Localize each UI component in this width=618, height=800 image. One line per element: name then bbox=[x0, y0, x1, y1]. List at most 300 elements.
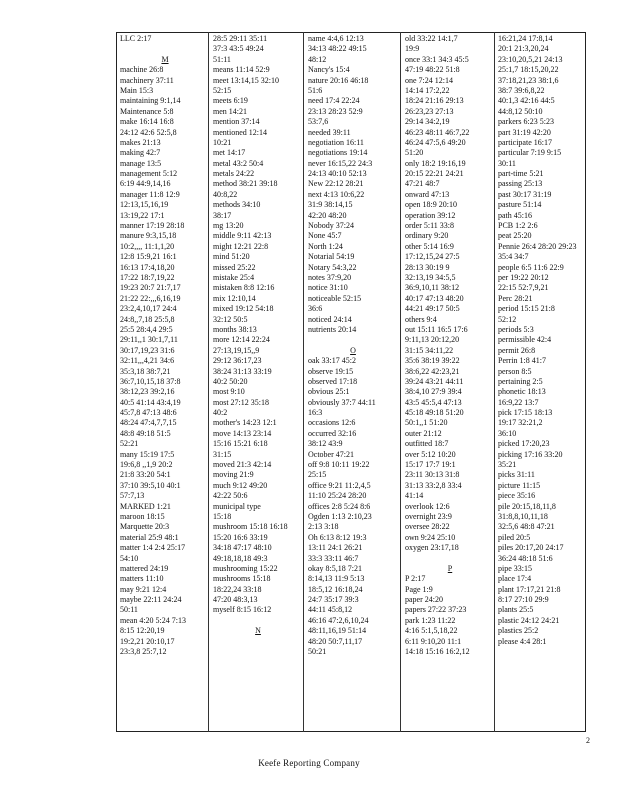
index-entry: oversee 28:22 bbox=[405, 522, 450, 532]
index-entry: need 17:4 22:24 bbox=[308, 96, 360, 106]
index-entry: next 4:13 10:6,22 bbox=[308, 189, 365, 199]
index-entry: observed 17:18 bbox=[308, 376, 358, 386]
index-entry: offices 2:8 5:24 8:6 bbox=[308, 501, 371, 511]
index-entry: noticed 24:14 bbox=[308, 314, 352, 324]
index-entry: 9:11,13 20:12,20 bbox=[405, 335, 460, 345]
index-entry: 35:21 bbox=[498, 460, 517, 470]
index-entry: piles 20:17,20 24:17 bbox=[498, 543, 564, 553]
index-entry: off 9:8 10:11 19:22 bbox=[308, 460, 370, 470]
index-entry: material 25:9 48:1 bbox=[120, 532, 179, 542]
index-entry: paper 24:20 bbox=[405, 595, 443, 605]
index-entry: LLC 2:17 bbox=[120, 34, 152, 43]
index-entry: obvious 25:1 bbox=[308, 387, 350, 397]
index-entry: 48:24 47:4,7,7,15 bbox=[120, 418, 177, 428]
index-entry: mix 12:10,14 bbox=[213, 293, 256, 303]
index-entry: 36:24 48:18 51:6 bbox=[498, 553, 553, 563]
index-entry: 36:7,10,15,18 37:8 bbox=[120, 376, 181, 386]
index-entry: 25:1,7 18:15,20,22 bbox=[498, 65, 559, 75]
column-divider bbox=[303, 32, 304, 732]
index-entry: mentioned 12:14 bbox=[213, 127, 267, 137]
index-entry: 45:18 49:18 51:20 bbox=[405, 408, 464, 418]
index-entry: 37:10 39:5,10 40:1 bbox=[120, 480, 181, 490]
index-entry: pipe 33:15 bbox=[498, 563, 532, 573]
index-entry: Pennie 26:4 28:20 29:23 bbox=[498, 241, 577, 251]
index-entry: office 9:21 11:2,4,5 bbox=[308, 480, 371, 490]
index-entry: oak 33:17 45:2 bbox=[308, 356, 356, 366]
index-entry: met 14:17 bbox=[213, 148, 246, 158]
index-entry: 51:6 bbox=[308, 85, 323, 95]
index-entry: picks 31:11 bbox=[498, 470, 535, 480]
index-entry: make 16:14 16:8 bbox=[120, 117, 174, 127]
index-entry: move 14:13 23:14 bbox=[213, 428, 272, 438]
index-entry: park 1:23 11:22 bbox=[405, 615, 456, 625]
index-entry: 31:15 34:11,22 bbox=[405, 345, 454, 355]
index-entry: 19:23 20:7 21:7,17 bbox=[120, 283, 181, 293]
index-entry: 38:12,23 39:2,16 bbox=[120, 387, 175, 397]
index-entry: 31:13 33:2,8 33:4 bbox=[405, 480, 462, 490]
index-entry: 18:5,12 16:18,24 bbox=[308, 584, 363, 594]
index-entry: oxygen 23:17,18 bbox=[405, 543, 459, 553]
index-entry: mistake 25:4 bbox=[213, 272, 255, 282]
column-divider bbox=[400, 32, 401, 732]
index-entry: 47:21 48:7 bbox=[405, 179, 440, 189]
index-entry: 8:14,13 11:9 5:13 bbox=[308, 574, 365, 584]
index-entry: mention 37:14 bbox=[213, 117, 260, 127]
index-entry: 16:9,22 13:7 bbox=[498, 397, 539, 407]
index-entry: people 6:5 11:6 22:9 bbox=[498, 262, 564, 272]
index-entry: parkers 6:23 5:23 bbox=[498, 117, 554, 127]
index-entry: municipal type bbox=[213, 501, 261, 511]
index-entry: 19:17 32:21,2 bbox=[498, 418, 543, 428]
index-entry: 37:3 43:5 49:24 bbox=[213, 44, 264, 54]
index-entry: 38:24 31:13 33:19 bbox=[213, 366, 272, 376]
index-entry: operation 39:12 bbox=[405, 210, 456, 220]
index-entry: PCB 1:2 2:6 bbox=[498, 221, 538, 231]
index-entry: occasions 12:6 bbox=[308, 418, 356, 428]
index-entry: other 5:14 16:9 bbox=[405, 241, 454, 251]
index-entry: 40:8,22 bbox=[213, 189, 238, 199]
index-entry: observe 19:15 bbox=[308, 366, 354, 376]
index-entry: 38:7 39:6,8,22 bbox=[498, 85, 545, 95]
index-entry: 35:6 38:19 39:22 bbox=[405, 356, 460, 366]
index-entry: months 38:13 bbox=[213, 324, 257, 334]
index-entry: 13:19,22 17:1 bbox=[120, 210, 165, 220]
index-entry: 41:14 bbox=[405, 491, 424, 501]
index-entry: 35:4 34:7 bbox=[498, 252, 529, 262]
index-entry: nature 20:16 46:18 bbox=[308, 75, 369, 85]
index-entry: one 7:24 12:14 bbox=[405, 75, 453, 85]
index-entry: 29:11,,1 30:1,7,11 bbox=[120, 335, 178, 345]
index-entry: part 31:19 42:20 bbox=[498, 127, 551, 137]
index-entry: pertaining 2:5 bbox=[498, 376, 543, 386]
index-entry: 40:17 47:13 48:20 bbox=[405, 293, 464, 303]
index-entry: more 12:14 22:24 bbox=[213, 335, 270, 345]
index-entry: makes 21:13 bbox=[120, 137, 161, 147]
index-entry: 43:5 45:5,4 47:13 bbox=[405, 397, 462, 407]
index-entry: 10:21 bbox=[213, 137, 232, 147]
index-entry: path 45:16 bbox=[498, 210, 532, 220]
index-entry: phonetic 18:13 bbox=[498, 387, 546, 397]
index-entry: mother's 14:23 12:1 bbox=[213, 418, 277, 428]
index-entry: 19:2,21 20:10,17 bbox=[120, 636, 175, 646]
index-entry: 23:2,4,10,17 24:4 bbox=[120, 304, 177, 314]
index-entry: picked 17:20,23 bbox=[498, 439, 550, 449]
index-entry: negotiation 16:11 bbox=[308, 137, 364, 147]
index-column-1 bbox=[120, 34, 210, 726]
index-entry: 8:17 27:10 29:9 bbox=[498, 595, 549, 605]
index-entry: 25:15 bbox=[308, 470, 327, 480]
index-entry: MARKED 1:21 bbox=[120, 501, 171, 511]
index-entry: 31:9 38:14,15 bbox=[308, 200, 353, 210]
index-entry: matters 11:10 bbox=[120, 574, 164, 584]
index-entry: much 9:12 49:20 bbox=[213, 480, 268, 490]
index-entry: old 33:22 14:1,7 bbox=[405, 34, 458, 43]
page-number: 2 bbox=[586, 736, 590, 745]
index-entry: 35:3,18 38:7,21 bbox=[120, 366, 171, 376]
index-entry: October 47:21 bbox=[308, 449, 354, 459]
index-entry: overlook 12:6 bbox=[405, 501, 450, 511]
index-entry: 46:16 47:2,6,10,24 bbox=[308, 615, 369, 625]
index-entry: plant 17:17,21 21:8 bbox=[498, 584, 561, 594]
index-entry: 32:11,,,4,21 34:6 bbox=[120, 356, 175, 366]
index-entry: 15:20 16:6 33:19 bbox=[213, 532, 268, 542]
index-entry: 4:16 5:1,5,18,22 bbox=[405, 626, 458, 636]
column-divider bbox=[494, 32, 495, 732]
section-letter: P bbox=[447, 563, 453, 573]
index-column-2 bbox=[213, 34, 303, 726]
index-entry: most 9:10 bbox=[213, 387, 245, 397]
index-entry: mind 51:20 bbox=[213, 252, 250, 262]
index-entry: maintaining 9:1,14 bbox=[120, 96, 181, 106]
index-entry: pile 20:15,18,11,8 bbox=[498, 501, 556, 511]
index-entry: 44:11 45:8,12 bbox=[308, 605, 353, 615]
index-entry: Maintenance 5:8 bbox=[120, 106, 174, 116]
index-entry: 46:24 47:5,6 49:20 bbox=[405, 137, 466, 147]
index-entry: 45:7,8 47:13 48:6 bbox=[120, 408, 177, 418]
index-entry: 24:12 42:6 52:5,8 bbox=[120, 127, 177, 137]
index-entry: pasture 51:14 bbox=[498, 200, 542, 210]
index-entry: 51:11 bbox=[213, 54, 231, 64]
index-entry: 11:10 25:24 28:20 bbox=[308, 491, 367, 501]
index-entry: 47:20 48:3,13 bbox=[213, 595, 258, 605]
index-entry: Page 1:9 bbox=[405, 584, 433, 594]
index-entry: 8:15 12:20,19 bbox=[120, 626, 165, 636]
index-entry: 57:7,13 bbox=[120, 491, 145, 501]
index-entry: 14:18 15:16 16:2,12 bbox=[405, 647, 470, 657]
index-entry: 27:13,19,15,,9 bbox=[213, 345, 260, 355]
index-entry: 50:1,,1 51:20 bbox=[405, 418, 448, 428]
section-letter: M bbox=[161, 54, 169, 64]
index-entry: mixed 19:12 54:18 bbox=[213, 304, 274, 314]
index-entry: 21:8 33:20 54:1 bbox=[120, 470, 171, 480]
index-entry: 15:16 15:21 6:18 bbox=[213, 439, 268, 449]
index-entry: 48:20 50:7,11,17 bbox=[308, 636, 363, 646]
index-entry: papers 27:22 37:23 bbox=[405, 605, 467, 615]
index-entry: method 38:21 39:18 bbox=[213, 179, 278, 189]
index-entry: 52:12 bbox=[498, 314, 517, 324]
index-entry: 53:7,6 bbox=[308, 117, 329, 127]
index-entry: 12:13,15,16,19 bbox=[120, 200, 169, 210]
index-entry: 12:8 15:9,21 16:1 bbox=[120, 252, 177, 262]
index-entry: 38:4,10 27:9 39:4 bbox=[405, 387, 462, 397]
index-entry: mushroom 15:18 16:18 bbox=[213, 522, 288, 532]
index-entry: Notarial 54:19 bbox=[308, 252, 355, 262]
index-entry: 34:13 48:22 49:15 bbox=[308, 44, 367, 54]
index-entry: mg 13:20 bbox=[213, 221, 244, 231]
index-entry: means 11:14 52:9 bbox=[213, 65, 270, 75]
index-entry: 16:13 17:4,18,20 bbox=[120, 262, 175, 272]
index-entry: 23:11 30:13 31:8 bbox=[405, 470, 460, 480]
index-entry: 13:11 24:1 26:21 bbox=[308, 543, 363, 553]
index-entry: 26:23,23 27:13 bbox=[405, 106, 454, 116]
index-entry: 48:8 49:18 51:5 bbox=[120, 428, 171, 438]
index-entry: plastics 25:2 bbox=[498, 626, 539, 636]
index-entry: pick 17:15 18:13 bbox=[498, 408, 553, 418]
index-entry: 28:5 29:11 35:11 bbox=[213, 34, 268, 43]
index-entry: 54:10 bbox=[120, 553, 139, 563]
index-entry: 33:3 33:11 46:7 bbox=[308, 553, 359, 563]
index-entry: 37:18,21,23 38:1,6 bbox=[498, 75, 559, 85]
index-entry: making 42:7 bbox=[120, 148, 161, 158]
index-entry: place 17:4 bbox=[498, 574, 532, 584]
index-column-5 bbox=[498, 34, 588, 726]
index-entry: 10:2,,,, 11:1,1,20 bbox=[120, 241, 175, 251]
index-column-4 bbox=[405, 34, 495, 726]
index-entry bbox=[405, 554, 495, 564]
index-entry: 42:20 48:20 bbox=[308, 210, 347, 220]
index-entry: might 12:21 22:8 bbox=[213, 241, 269, 251]
index-entry bbox=[213, 616, 303, 626]
index-entry: 32:12 50:5 bbox=[213, 314, 248, 324]
index-entry: 19:9 bbox=[405, 44, 420, 54]
index-entry: never 16:15,22 24:3 bbox=[308, 158, 373, 168]
index-entry: meet 13:14,15 32:10 bbox=[213, 75, 279, 85]
index-entry: 28:13 30:19 9 bbox=[405, 262, 450, 272]
index-entry: permit 26:8 bbox=[498, 345, 536, 355]
index-entry bbox=[308, 335, 398, 345]
index-entry: outfitted 18:7 bbox=[405, 439, 449, 449]
index-entry: mushrooms 15:18 bbox=[213, 574, 271, 584]
index-entry: open 18:9 20:10 bbox=[405, 200, 457, 210]
index-entry: Main 15:3 bbox=[120, 85, 154, 95]
index-entry: moved 21:3 42:14 bbox=[213, 460, 272, 470]
index-entry: 16:21,24 17:8,14 bbox=[498, 34, 553, 43]
index-entry: matter 1:4 2:4 25:17 bbox=[120, 543, 186, 553]
index-entry: management 5:12 bbox=[120, 169, 178, 179]
index-entry: period 15:15 21:8 bbox=[498, 304, 555, 314]
index-entry: 52:21 bbox=[120, 439, 139, 449]
index-entry: 44:8,12 50:10 bbox=[498, 106, 543, 116]
index-entry: maybe 22:11 24:24 bbox=[120, 595, 182, 605]
index-entry: 49:18,18,18 49:3 bbox=[213, 553, 268, 563]
index-entry: missed 25:22 bbox=[213, 262, 256, 272]
index-entry: Perrin 1:8 41:7 bbox=[498, 356, 546, 366]
index-entry: Perc 28:21 bbox=[498, 293, 533, 303]
index-entry: participate 16:17 bbox=[498, 137, 552, 147]
index-entry: order 5:11 33:8 bbox=[405, 221, 455, 231]
index-entry: 15:18 bbox=[213, 511, 232, 521]
footer-company: Keefe Reporting Company bbox=[258, 758, 360, 768]
index-entry: myself 8:15 16:12 bbox=[213, 605, 272, 615]
index-entry bbox=[120, 44, 210, 54]
index-entry: please 4:4 28:1 bbox=[498, 636, 547, 646]
index-entry: overnight 23:9 bbox=[405, 511, 452, 521]
index-entry: ordinary 9:20 bbox=[405, 231, 449, 241]
index-entry: Nobody 37:24 bbox=[308, 221, 354, 231]
index-entry: 32:13,19 34:5,5 bbox=[405, 272, 456, 282]
index-entry: 50:11 bbox=[120, 605, 138, 615]
index-entry: 30:11 bbox=[498, 158, 516, 168]
index-entry: 23:13 28:23 52:9 bbox=[308, 106, 363, 116]
index-entry: 50:21 bbox=[308, 647, 327, 657]
index-entry: 34:18 47:17 48:10 bbox=[213, 543, 272, 553]
index-entry: out 15:11 16:5 17:6 bbox=[405, 324, 468, 334]
index-entry: 23:10,20,5,21 24:13 bbox=[498, 54, 563, 64]
index-entry: manner 17:19 28:18 bbox=[120, 221, 185, 231]
index-entry: 40:5 41:14 43:4,19 bbox=[120, 397, 181, 407]
section-letter: N bbox=[255, 626, 261, 636]
index-entry: needed 39:11 bbox=[308, 127, 351, 137]
index-entry: over 5:12 10:20 bbox=[405, 449, 456, 459]
index-entry: New 22:12 28:21 bbox=[308, 179, 364, 189]
index-entry: 31:15 bbox=[213, 449, 232, 459]
index-entry: 44:21 49:17 50:5 bbox=[405, 304, 460, 314]
index-entry: onward 47:13 bbox=[405, 189, 450, 199]
index-entry: picture 11:15 bbox=[498, 480, 541, 490]
index-entry: particular 7:19 9:15 bbox=[498, 148, 562, 158]
index-entry: 40:2 50:20 bbox=[213, 376, 248, 386]
index-entry: 39:24 43:21 44:11 bbox=[405, 376, 464, 386]
index-entry: 22:15 52:7,9,21 bbox=[498, 283, 549, 293]
index-entry: past 30:17 31:19 bbox=[498, 189, 552, 199]
index-entry: 38:17 bbox=[213, 210, 232, 220]
index-entry: piled 20:5 bbox=[498, 532, 531, 542]
index-entry: machine 26:8 bbox=[120, 65, 164, 75]
index-entry: 38:12 43:9 bbox=[308, 439, 343, 449]
index-entry: 31:8,8,10,11,18 bbox=[498, 511, 548, 521]
index-entry: piece 35:16 bbox=[498, 491, 536, 501]
index-entry: 36:10 bbox=[498, 428, 517, 438]
index-entry: 17:12,15,24 27:5 bbox=[405, 252, 460, 262]
index-entry: passing 25:13 bbox=[498, 179, 543, 189]
index-entry: 30:17,19,23 31:6 bbox=[120, 345, 175, 355]
index-entry: 6:19 44:9,14,16 bbox=[120, 179, 171, 189]
index-entry: machinery 37:11 bbox=[120, 75, 174, 85]
index-entry: 19:6,8 ,,1,9 20:2 bbox=[120, 460, 173, 470]
index-entry: Notary 54:3,22 bbox=[308, 262, 357, 272]
index-entry: own 9:24 25:10 bbox=[405, 532, 456, 542]
section-letter: O bbox=[350, 345, 356, 355]
index-entry: 20:15 22:21 24:21 bbox=[405, 169, 464, 179]
index-entry: maroon 18:15 bbox=[120, 511, 165, 521]
index-entry: 17:22 18:7,19,22 bbox=[120, 272, 175, 282]
index-entry: P 2:17 bbox=[405, 574, 426, 584]
index-entry: peat 25:20 bbox=[498, 231, 532, 241]
index-entry: may 9:21 12:4 bbox=[120, 584, 167, 594]
index-entry: once 33:1 34:3 45:5 bbox=[405, 54, 469, 64]
index-entry: outer 21:12 bbox=[405, 428, 442, 438]
index-entry: 36:9,10,11 38:12 bbox=[405, 283, 460, 293]
index-entry: 6:11 9:10,20 11:1 bbox=[405, 636, 462, 646]
index-entry: 23:3,8 25:7,12 bbox=[120, 647, 167, 657]
index-entry: notes 37:9,20 bbox=[308, 272, 352, 282]
index-entry: others 9:4 bbox=[405, 314, 437, 324]
index-entry: moving 21:9 bbox=[213, 470, 254, 480]
index-entry: 29:14 34:2,19 bbox=[405, 117, 450, 127]
index-entry: manager 11:8 12:9 bbox=[120, 189, 180, 199]
index-entry: 32:5,6 48:8 47:21 bbox=[498, 522, 555, 532]
index-entry: 18:22,24 33:18 bbox=[213, 584, 262, 594]
index-entry: methods 34:10 bbox=[213, 200, 261, 210]
index-entry: picking 17:16 33:20 bbox=[498, 449, 563, 459]
index-entry: 36:6 bbox=[308, 304, 323, 314]
index-entry: mistaken 8:8 12:16 bbox=[213, 283, 275, 293]
column-divider bbox=[208, 32, 209, 732]
index-entry: only 18:2 19:16,19 bbox=[405, 158, 466, 168]
index-entry: 51:20 bbox=[405, 148, 424, 158]
index-entry: nutrients 20:14 bbox=[308, 324, 357, 334]
index-entry: 29:12 36:17,23 bbox=[213, 356, 262, 366]
index-entry: 24:13 40:10 52:13 bbox=[308, 169, 367, 179]
index-entry: 18:24 21:16 29:13 bbox=[405, 96, 464, 106]
index-entry: person 8:5 bbox=[498, 366, 532, 376]
index-entry: okay 8:5,18 7:21 bbox=[308, 563, 362, 573]
index-entry: None 45:7 bbox=[308, 231, 342, 241]
index-entry: Oh 6:13 8:12 19:3 bbox=[308, 532, 367, 542]
index-entry: men 14:21 bbox=[213, 106, 247, 116]
index-entry: mushrooming 15:22 bbox=[213, 563, 278, 573]
index-entry: Ogden 1:13 2:10,23 bbox=[308, 511, 372, 521]
index-entry: 25:5 28:4,4 29:5 bbox=[120, 324, 173, 334]
index-entry: mattered 24:19 bbox=[120, 563, 169, 573]
index-entry: 14:14 17:2,22 bbox=[405, 85, 450, 95]
index-entry: metal 43:2 50:4 bbox=[213, 158, 264, 168]
index-entry: manure 9:3,15,18 bbox=[120, 231, 177, 241]
index-entry: 21:22 22:,,,6,16,19 bbox=[120, 293, 181, 303]
index-entry: 24:8,,7,18 25:5,8 bbox=[120, 314, 175, 324]
index-entry: 2:13 3:18 bbox=[308, 522, 339, 532]
index-entry: 40:1,3 42:16 44:5 bbox=[498, 96, 555, 106]
index-entry: obviously 37:7 44:11 bbox=[308, 397, 376, 407]
index-entry: metals 24:22 bbox=[213, 169, 255, 179]
index-entry: Marquette 20:3 bbox=[120, 522, 170, 532]
index-entry: noticeable 52:15 bbox=[308, 293, 362, 303]
index-entry: periods 5:3 bbox=[498, 324, 534, 334]
index-entry: plastic 24:12 24:21 bbox=[498, 615, 560, 625]
index-entry: manage 13:5 bbox=[120, 158, 162, 168]
index-entry: 16:3 bbox=[308, 408, 323, 418]
index-entry: 48:11,16,19 51:14 bbox=[308, 626, 367, 636]
index-entry: North 1:24 bbox=[308, 241, 343, 251]
index-column-3 bbox=[308, 34, 398, 726]
index-entry: most 27:12 35:18 bbox=[213, 397, 270, 407]
index-entry: 15:17 17:7 19:1 bbox=[405, 460, 456, 470]
index-entry: many 15:19 17:5 bbox=[120, 449, 175, 459]
index-entry: notice 31:10 bbox=[308, 283, 348, 293]
index-entry: meets 6:19 bbox=[213, 96, 248, 106]
index-entry: middle 9:11 42:13 bbox=[213, 231, 272, 241]
index-entry: 42:22 50:6 bbox=[213, 491, 248, 501]
index-entry: mean 4:20 5:24 7:13 bbox=[120, 615, 186, 625]
index-entry: occurred 32:16 bbox=[308, 428, 357, 438]
index-entry: 40:2 bbox=[213, 408, 228, 418]
index-entry: Nancy's 15:4 bbox=[308, 65, 350, 75]
index-entry: negotiations 19:14 bbox=[308, 148, 368, 158]
index-entry: 52:15 bbox=[213, 85, 232, 95]
index-entry: plants 25:5 bbox=[498, 605, 534, 615]
index-entry: 24:7 35:17 39:3 bbox=[308, 595, 359, 605]
index-entry: per 19:22 20:12 bbox=[498, 272, 549, 282]
